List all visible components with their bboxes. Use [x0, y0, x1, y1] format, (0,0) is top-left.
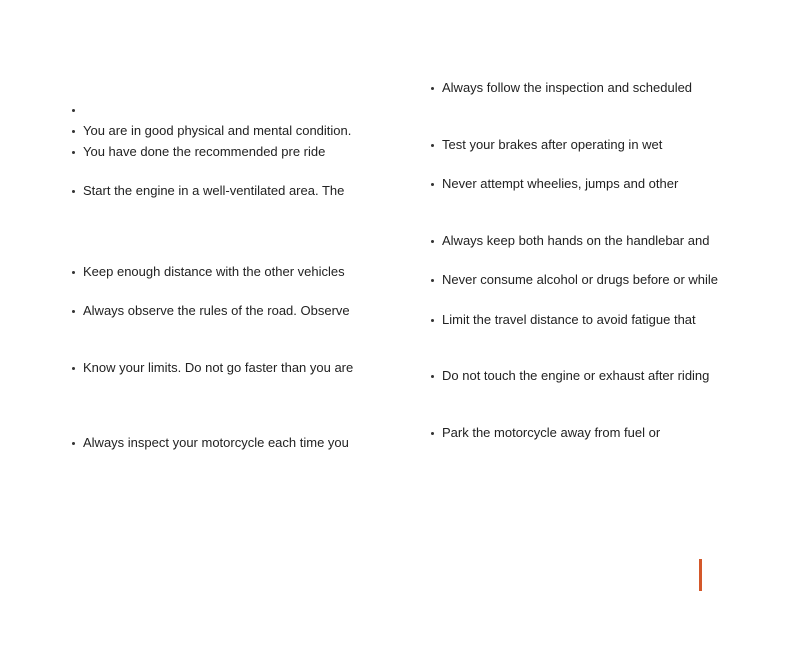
bullet-icon	[431, 432, 434, 435]
bullet-icon	[72, 367, 75, 370]
bullet-text: You are in good physical and mental condition.	[83, 123, 352, 138]
bullet-icon	[431, 183, 434, 186]
bullet-text: Know your limits. Do not go faster than you are	[83, 360, 354, 375]
bullet-text: Always observe the rules of the road. Observe	[83, 303, 350, 318]
left-bullet-item-3	[83, 144, 325, 160]
right-bullet-item-3	[442, 176, 678, 192]
bullet-icon	[72, 130, 75, 133]
bullet-icon	[72, 109, 75, 112]
left-bullet-item-2	[83, 123, 351, 139]
left-bullet-item-4	[83, 183, 344, 199]
right-bullet-item-2	[442, 137, 662, 153]
bullet-icon	[431, 279, 434, 282]
page-accent-marker	[699, 559, 702, 591]
bullet-text: Limit the travel distance to avoid fatigue that	[442, 312, 696, 327]
right-bullet-item-6	[442, 312, 696, 328]
bullet-icon	[72, 190, 75, 193]
bullet-text: Never consume alcohol or drugs before or while	[442, 272, 719, 287]
bullet-text: Always inspect your motorcycle each time you	[83, 435, 349, 450]
right-bullet-item-7	[442, 368, 709, 384]
bullet-icon	[72, 442, 75, 445]
bullet-icon	[431, 319, 434, 322]
bullet-icon	[72, 271, 75, 274]
bullet-text: You have done the recommended pre ride	[83, 144, 326, 159]
bullet-icon	[431, 87, 434, 90]
left-bullet-item-6	[83, 303, 350, 319]
bullet-text: Never attempt wheelies, jumps and other	[442, 176, 679, 191]
bullet-icon	[431, 240, 434, 243]
bullet-text: Do not touch the engine or exhaust after riding	[442, 368, 710, 383]
bullet-icon	[431, 375, 434, 378]
bullet-icon	[431, 144, 434, 147]
right-bullet-item-5	[442, 272, 718, 288]
bullet-text: Always keep both hands on the handlebar and	[442, 233, 710, 248]
bullet-text: Always follow the inspection and scheduled	[442, 80, 693, 95]
bullet-text: Park the motorcycle away from fuel or	[442, 425, 661, 440]
bullet-text: Test your brakes after operating in wet	[442, 137, 663, 152]
bullet-icon	[72, 151, 75, 154]
right-bullet-item-1	[442, 80, 692, 96]
bullet-icon	[72, 310, 75, 313]
left-bullet-item-7	[83, 360, 353, 376]
left-bullet-item-5	[83, 264, 345, 280]
left-bullet-item-8	[83, 435, 349, 451]
right-bullet-item-4	[442, 233, 709, 249]
bullet-text: Start the engine in a well-ventilated area. The	[83, 183, 345, 198]
right-bullet-item-8	[442, 425, 660, 441]
bullet-text: Keep enough distance with the other vehicles	[83, 264, 345, 279]
